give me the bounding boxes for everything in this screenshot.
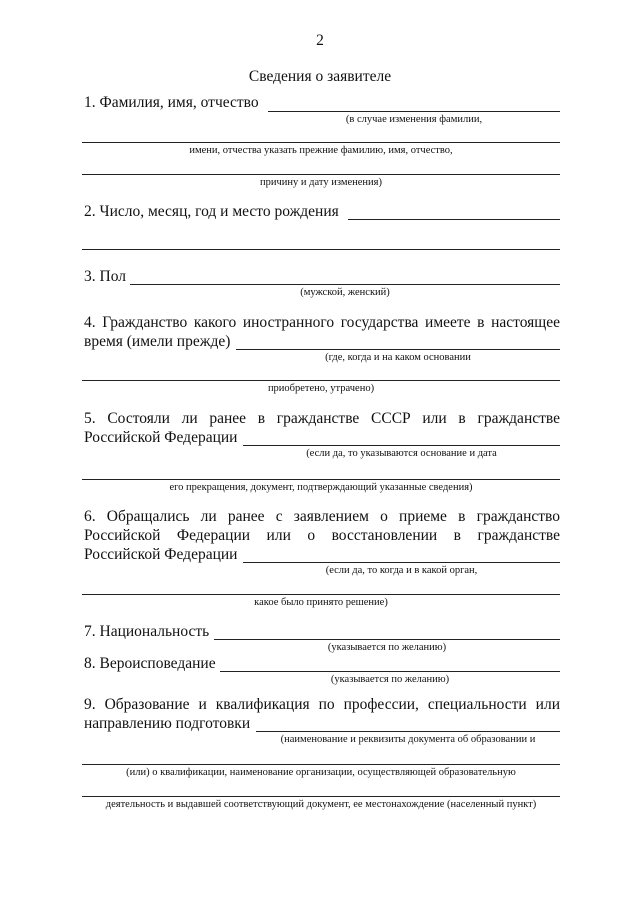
q9-hint-3: деятельность и выдавшей соответствующий документ, ее местонахождение (населенный пункт) bbox=[105, 799, 537, 810]
q9-input-line-3[interactable] bbox=[82, 796, 560, 797]
q6-input-line[interactable] bbox=[243, 562, 560, 563]
q2-label: 2. Число, месяц, год и место рождения bbox=[84, 203, 339, 220]
q6-hint-2: какое было принято решение) bbox=[254, 597, 388, 608]
page-title: Сведения о заявителе bbox=[248, 68, 392, 85]
q8-input-line[interactable] bbox=[220, 671, 560, 672]
q5-hint-2: его прекращения, документ, подтверждающий указанные сведения) bbox=[169, 482, 473, 493]
q7-hint: (указывается по желанию) bbox=[327, 642, 447, 653]
q9-input-line[interactable] bbox=[256, 731, 560, 732]
q1-input-line[interactable] bbox=[268, 111, 560, 112]
q9-hint-1: (наименование и реквизиты документа об образовании и bbox=[280, 734, 536, 745]
q1-input-line-2[interactable] bbox=[82, 142, 560, 143]
q4-line-2: время (имели прежде) bbox=[84, 333, 231, 350]
q4-line-1: 4. Гражданство какого иностранного государства имеете в настоящее bbox=[84, 314, 560, 331]
q6-line-2: Российской Федерации или о восстановлении в гражданстве bbox=[84, 527, 560, 544]
q1-input-line-3[interactable] bbox=[82, 174, 560, 175]
q2-input-line[interactable] bbox=[348, 219, 560, 220]
q4-hint-1: (где, когда и на каком основании bbox=[325, 352, 471, 363]
q7-input-line[interactable] bbox=[214, 639, 560, 640]
q6-line-1: 6. Обращались ли ранее с заявлением о приеме в гражданство bbox=[84, 508, 560, 525]
q1-label: 1. Фамилия, имя, отчество bbox=[84, 94, 259, 111]
q6-hint-1: (если да, то когда и в какой орган, bbox=[325, 565, 478, 576]
q6-line-3: Российской Федерации bbox=[84, 546, 238, 563]
page-number: 2 bbox=[316, 32, 324, 49]
q3-label: 3. Пол bbox=[84, 268, 126, 285]
q8-label: 8. Вероисповедание bbox=[84, 655, 216, 672]
q2-input-line-2[interactable] bbox=[82, 249, 560, 250]
q5-hint-1: (если да, то указываются основание и дата bbox=[306, 448, 497, 459]
q1-hint-1: (в случае изменения фамилии, bbox=[345, 114, 483, 125]
q5-input-line[interactable] bbox=[243, 445, 560, 446]
q7-label: 7. Национальность bbox=[84, 623, 210, 640]
q5-line-1: 5. Состояли ли ранее в гражданстве СССР или в гражданстве bbox=[84, 410, 560, 427]
q9-input-line-2[interactable] bbox=[82, 764, 560, 765]
q4-hint-2: приобретено, утрачено) bbox=[267, 383, 375, 394]
q4-input-line-2[interactable] bbox=[82, 380, 560, 381]
q9-hint-2: (или) о квалификации, наименование организации, осуществляющей образовательную bbox=[126, 767, 516, 778]
q6-input-line-2[interactable] bbox=[82, 594, 560, 595]
q1-hint-3: причину и дату изменения) bbox=[260, 177, 382, 188]
q4-input-line[interactable] bbox=[236, 349, 560, 350]
q3-hint: (мужской, женский) bbox=[300, 287, 390, 298]
q9-line-1: 9. Образование и квалификация по профессии, специальности или bbox=[84, 696, 560, 713]
q3-input-line[interactable] bbox=[130, 284, 560, 285]
q5-line-2: Российской Федерации bbox=[84, 429, 238, 446]
q5-input-line-2[interactable] bbox=[82, 479, 560, 480]
q1-hint-2: имени, отчества указать прежние фамилию, имя, отчество, bbox=[189, 145, 453, 156]
q9-line-2: направлению подготовки bbox=[84, 715, 251, 732]
q8-hint: (указывается по желанию) bbox=[330, 674, 450, 685]
